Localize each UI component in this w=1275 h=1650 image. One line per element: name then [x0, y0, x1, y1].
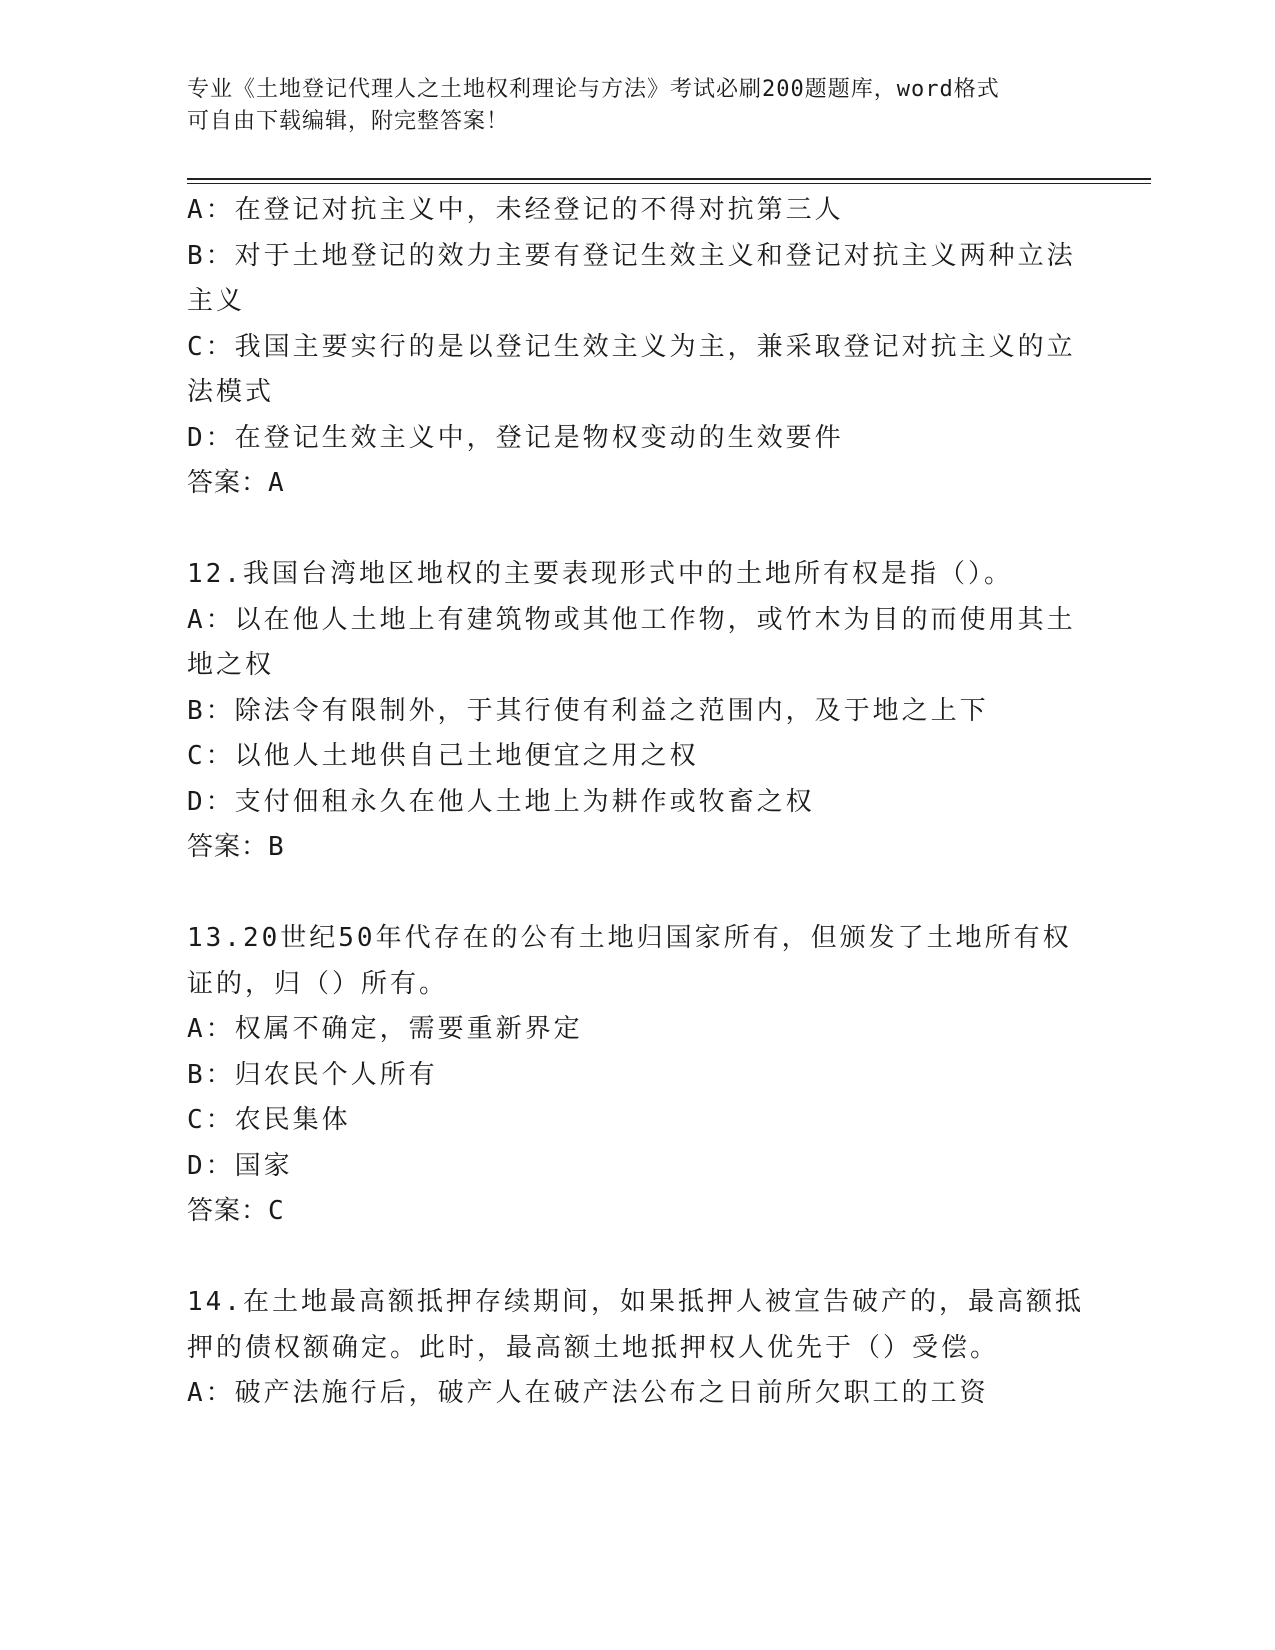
header-divider-thick	[187, 178, 1151, 180]
question-text-continued: 押的债权额确定。此时，最高额土地抵押权人优先于（）受偿。	[187, 1332, 1000, 1363]
option-b-continued: 主义	[187, 286, 246, 316]
header-line-1: 专业《土地登记代理人之土地权利理论与方法》考试必刷200题题库，word格式	[187, 77, 1000, 102]
answer-line: 答案：A	[187, 468, 285, 498]
question-text-continued: 证的，归（）所有。	[187, 968, 449, 999]
option-b: B：对于土地登记的效力主要有登记生效主义和登记对抗主义两种立法	[187, 240, 1076, 271]
question-text: 14.在土地最高额抵押存续期间，如果抵押人被宣告破产的，最高额抵	[187, 1287, 1084, 1317]
option-a-continued: 地之权	[187, 650, 275, 680]
spacer	[187, 1235, 1087, 1281]
question-block-13	[187, 916, 1087, 1235]
question-block-14	[187, 1280, 1087, 1417]
question-list	[187, 188, 1087, 1417]
answer-line: 答案：B	[187, 832, 285, 862]
question-text: 13.20世纪50年代存在的公有土地归国家所有，但颁发了土地所有权	[187, 923, 1072, 953]
option-b: B：除法令有限制外，于其行使有利益之范围内，及于地之上下	[187, 695, 989, 726]
option-a: A：以在他人土地上有建筑物或其他工作物，或竹木为目的而使用其土	[187, 604, 1076, 635]
answer-line: 答案：C	[187, 1196, 285, 1226]
spacer	[187, 871, 1087, 917]
option-a: A：在登记对抗主义中，未经登记的不得对抗第三人	[187, 195, 844, 225]
option-c-continued: 法模式	[187, 377, 275, 407]
option-c: C：以他人土地供自己土地便宜之用之权	[187, 741, 699, 771]
question-block-12	[187, 552, 1087, 871]
header-divider-thin	[187, 183, 1151, 184]
document-header	[187, 74, 1067, 138]
question-text: 12.我国台湾地区地权的主要表现形式中的土地所有权是指（）。	[187, 559, 1013, 589]
question-block-11	[187, 188, 1087, 507]
option-d: D：支付佃租永久在他人土地上为耕作或牧畜之权	[187, 786, 815, 817]
spacer	[187, 507, 1087, 553]
option-d: D：在登记生效主义中，登记是物权变动的生效要件	[187, 422, 844, 453]
header-line-2: 可自由下载编辑，附完整答案！	[187, 109, 510, 134]
option-a: A：权属不确定，需要重新界定	[187, 1014, 583, 1044]
option-d: D：国家	[187, 1150, 293, 1181]
option-a: A：破产法施行后，破产人在破产法公布之日前所欠职工的工资	[187, 1378, 989, 1408]
option-c: C：农民集体	[187, 1105, 351, 1135]
option-b: B：归农民个人所有	[187, 1059, 438, 1090]
option-c: C：我国主要实行的是以登记生效主义为主，兼采取登记对抗主义的立	[187, 331, 1076, 362]
